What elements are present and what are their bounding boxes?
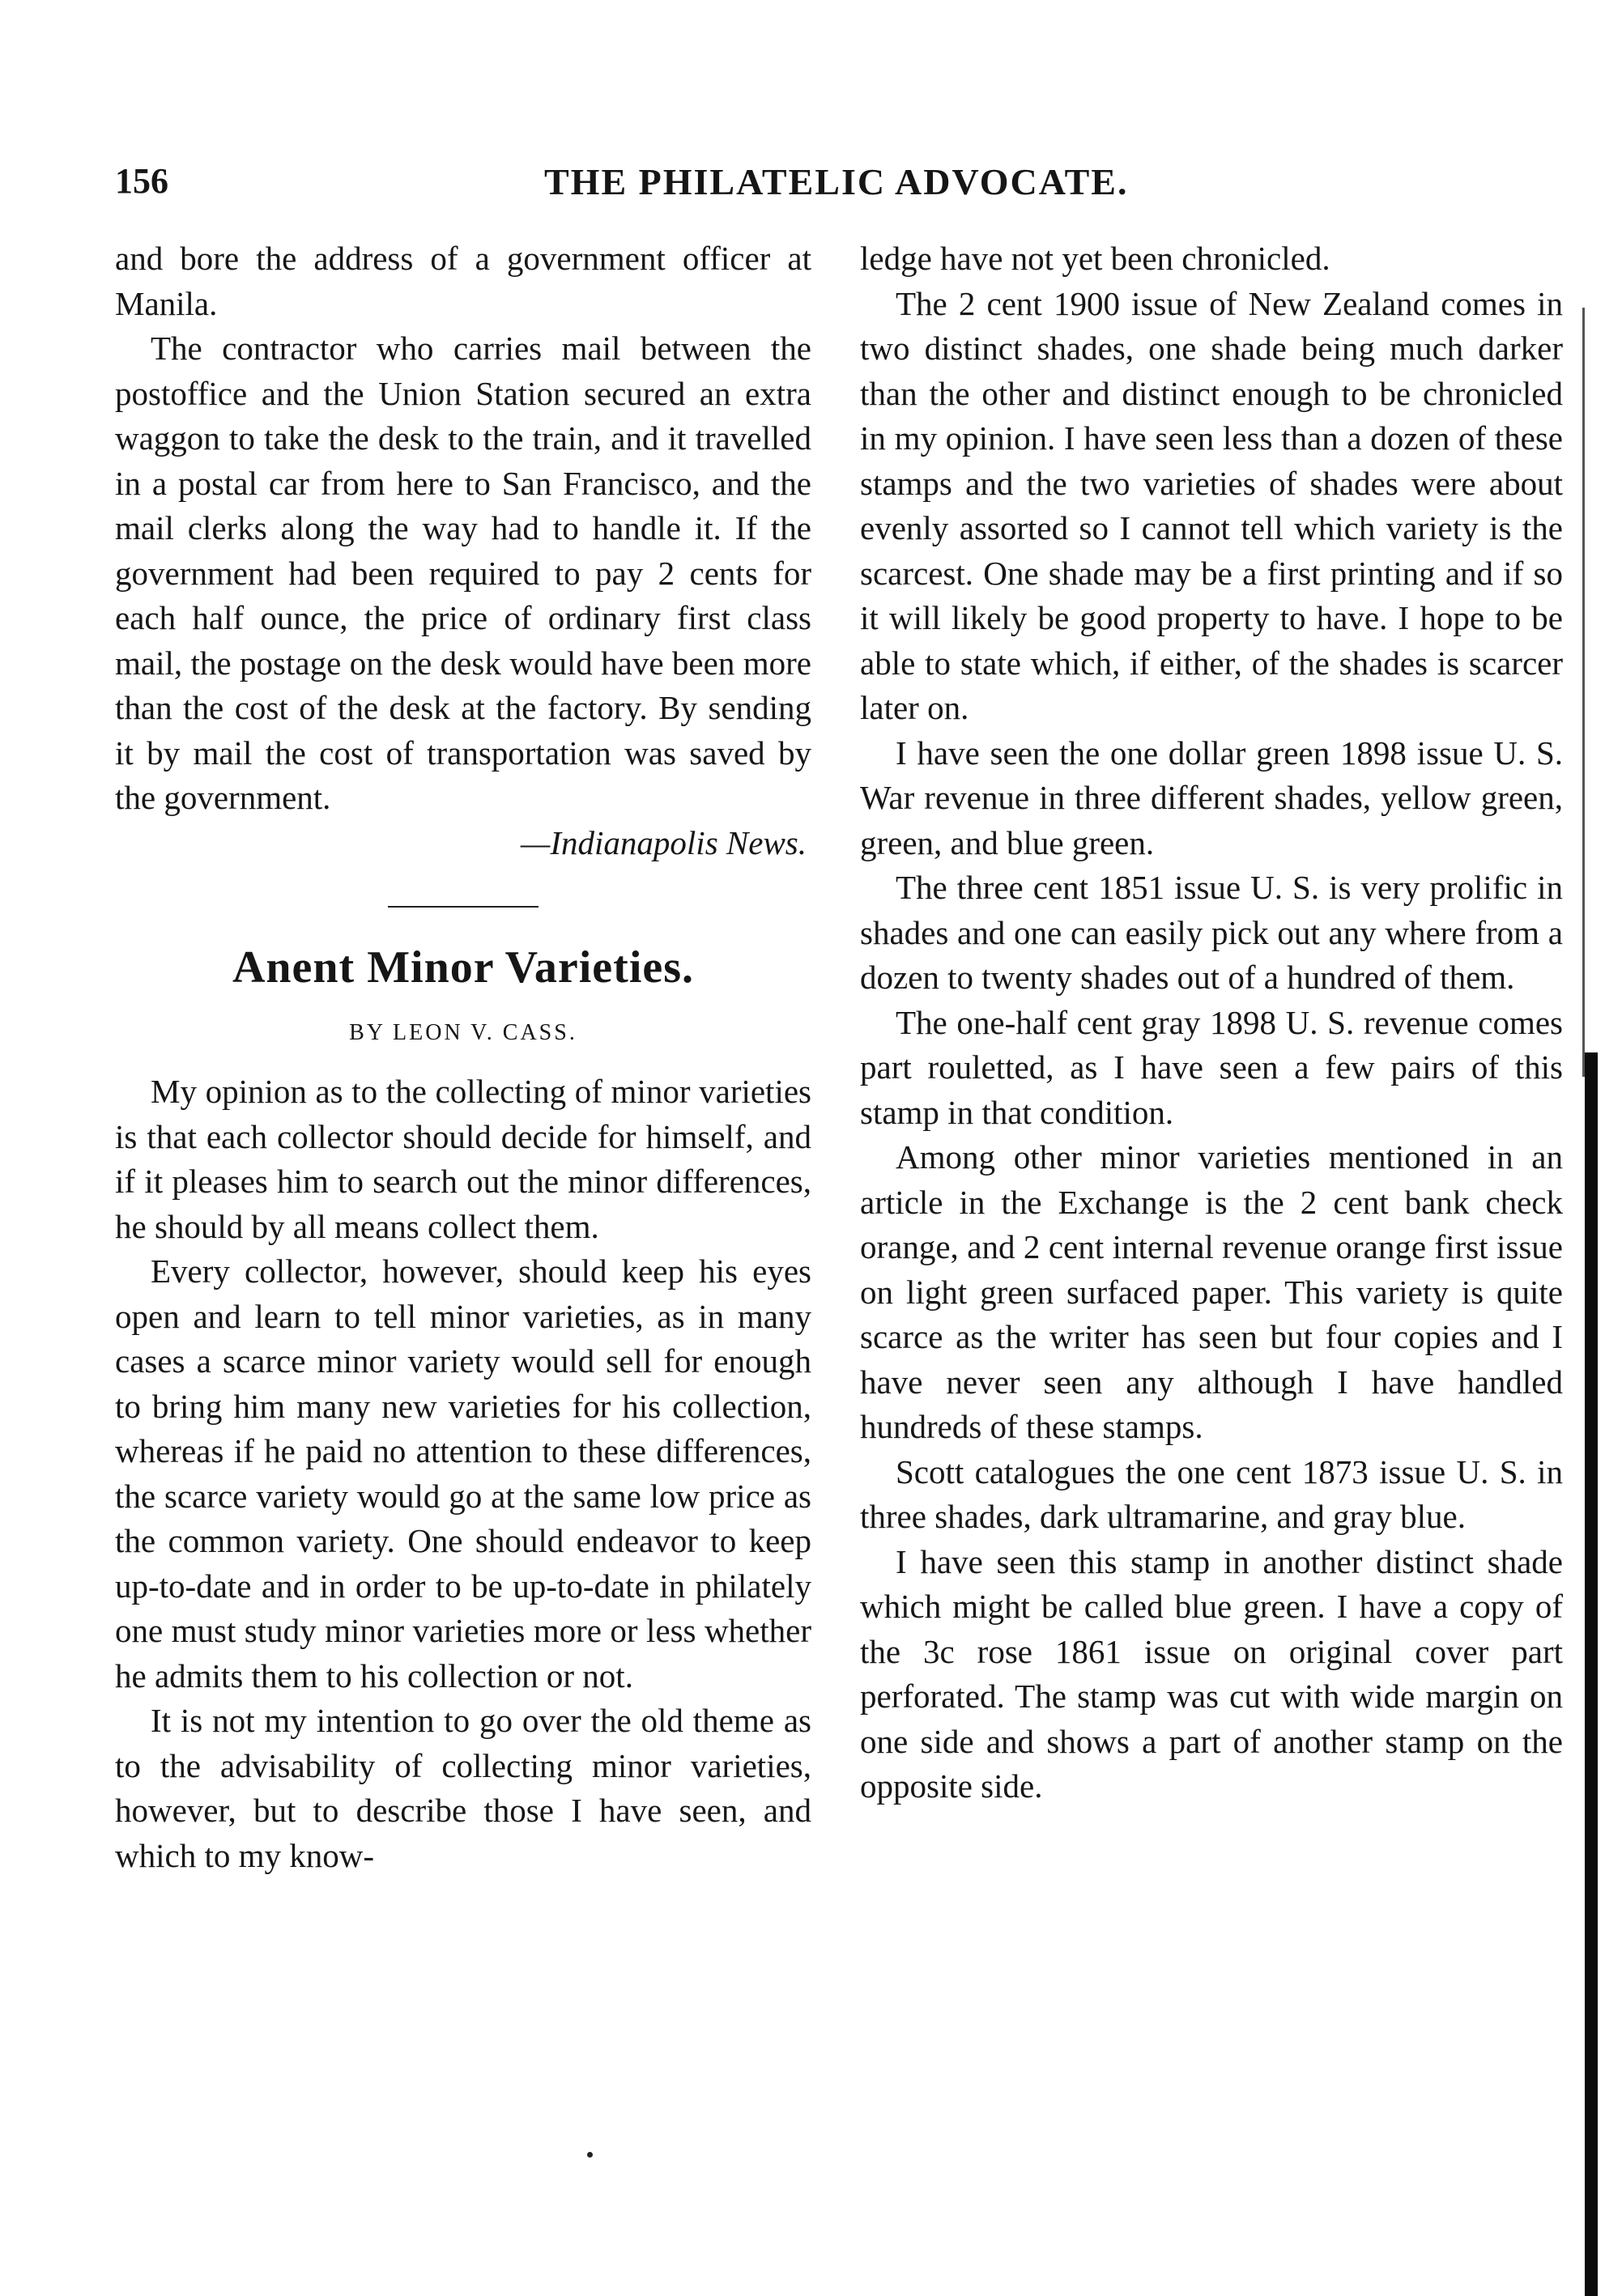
paragraph: Scott catalogues the one cent 1873 issue U. S. in three shades, dark ultramarine, and gray blue. <box>860 1452 1563 1535</box>
running-title: THE PHILATELIC ADVOCATE. <box>544 161 1129 202</box>
page-number: 156 <box>115 161 168 201</box>
left-column <box>115 236 811 1878</box>
paragraph: I have seen the one dollar green 1898 issue U. S. War revenue in three different shades, yellow green, green, and blue green. <box>860 733 1563 861</box>
article-byline: BY LEON V. CASS. <box>349 1020 577 1045</box>
paragraph: Among other minor varieties mentioned in an article in the Exchange is the 2 cent bank check orange, and 2 cent internal revenue orange first issue on light green surfaced paper. This variety is quite scarce as the writer has seen but four copies and I have never seen any although I have handled hundreds of these stamps. <box>860 1138 1563 1445</box>
page-edge-binding <box>1585 1052 1598 2296</box>
paragraph: My opinion as to the collecting of minor varieties is that each collector should decide for himself, and if it pleases him to search out the minor differences, he should by all means collect them. <box>115 1073 811 1245</box>
paragraph: It is not my intention to go over the old theme as to the advisability of collecting minor varieties, however, but to describe those I have seen, and which to my know- <box>115 1702 811 1874</box>
continued-paragraph: and bore the address of a government officer at Manila. <box>115 240 811 322</box>
section-divider <box>388 906 539 908</box>
source-attribution: —Indianapolis News. <box>520 823 807 861</box>
paragraph: I have seen this stamp in another distinct shade which might be called blue green. I have a copy of the 3c rose 1861 issue on original cover part perforated. The stamp was cut with wide margin on one side and shows a part of another stamp on the opposite side. <box>860 1542 1563 1805</box>
article-title: Anent Minor Varieties. <box>232 942 695 993</box>
right-column <box>860 236 1563 1809</box>
page-edge-shadow <box>1582 308 1585 1077</box>
paragraph: The one-half cent gray 1898 U. S. revenue comes part rouletted, as I have seen a few pairs of this stamp in that condition. <box>860 1003 1563 1131</box>
print-speck <box>587 2152 593 2158</box>
paragraph: The 2 cent 1900 issue of New Zealand comes in two distinct shades, one shade being much darker than the other and distinct enough to be chronicled in my opinion. I have seen less than a dozen of these stamps and the two varieties of shades were about evenly assorted so I cannot tell which variety is the scarcest. One shade may be a first printing and if so it will likely be good property to have. I hope to be able to state which, if either, of the shades is scarcer later on. <box>860 284 1563 726</box>
paragraph: Every collector, however, should keep his eyes open and learn to tell minor varieties, as in many cases a scarce minor variety would sell for enough to bring him many new varieties for his collection, whereas if he paid no attention to these differences, the scarce variety would go at the same low price as the common variety. One should endeavor to keep up-to-date and in order to be up-to-date in philately one must study minor varieties more or less whether he admits them to his collection or not. <box>115 1252 811 1694</box>
paragraph: The three cent 1851 issue U. S. is very prolific in shades and one can easily pick out any where from a dozen to twenty shades out of a hundred of them. <box>860 869 1563 996</box>
continued-paragraph: ledge have not yet been chronicled. <box>860 240 1330 277</box>
paragraph: The contractor who carries mail between the postoffice and the Union Station secured an extra waggon to take the desk to the train, and it travelled in a postal car from here to San Francisco, and the mail clerks along the way had to handle it. If the government had been required to pay 2 cents for each half ounce, the price of ordinary first class mail, the postage on the desk would have been more than the cost of the desk at the factory. By sending it by mail the cost of transportation was saved by the government. <box>115 330 811 816</box>
